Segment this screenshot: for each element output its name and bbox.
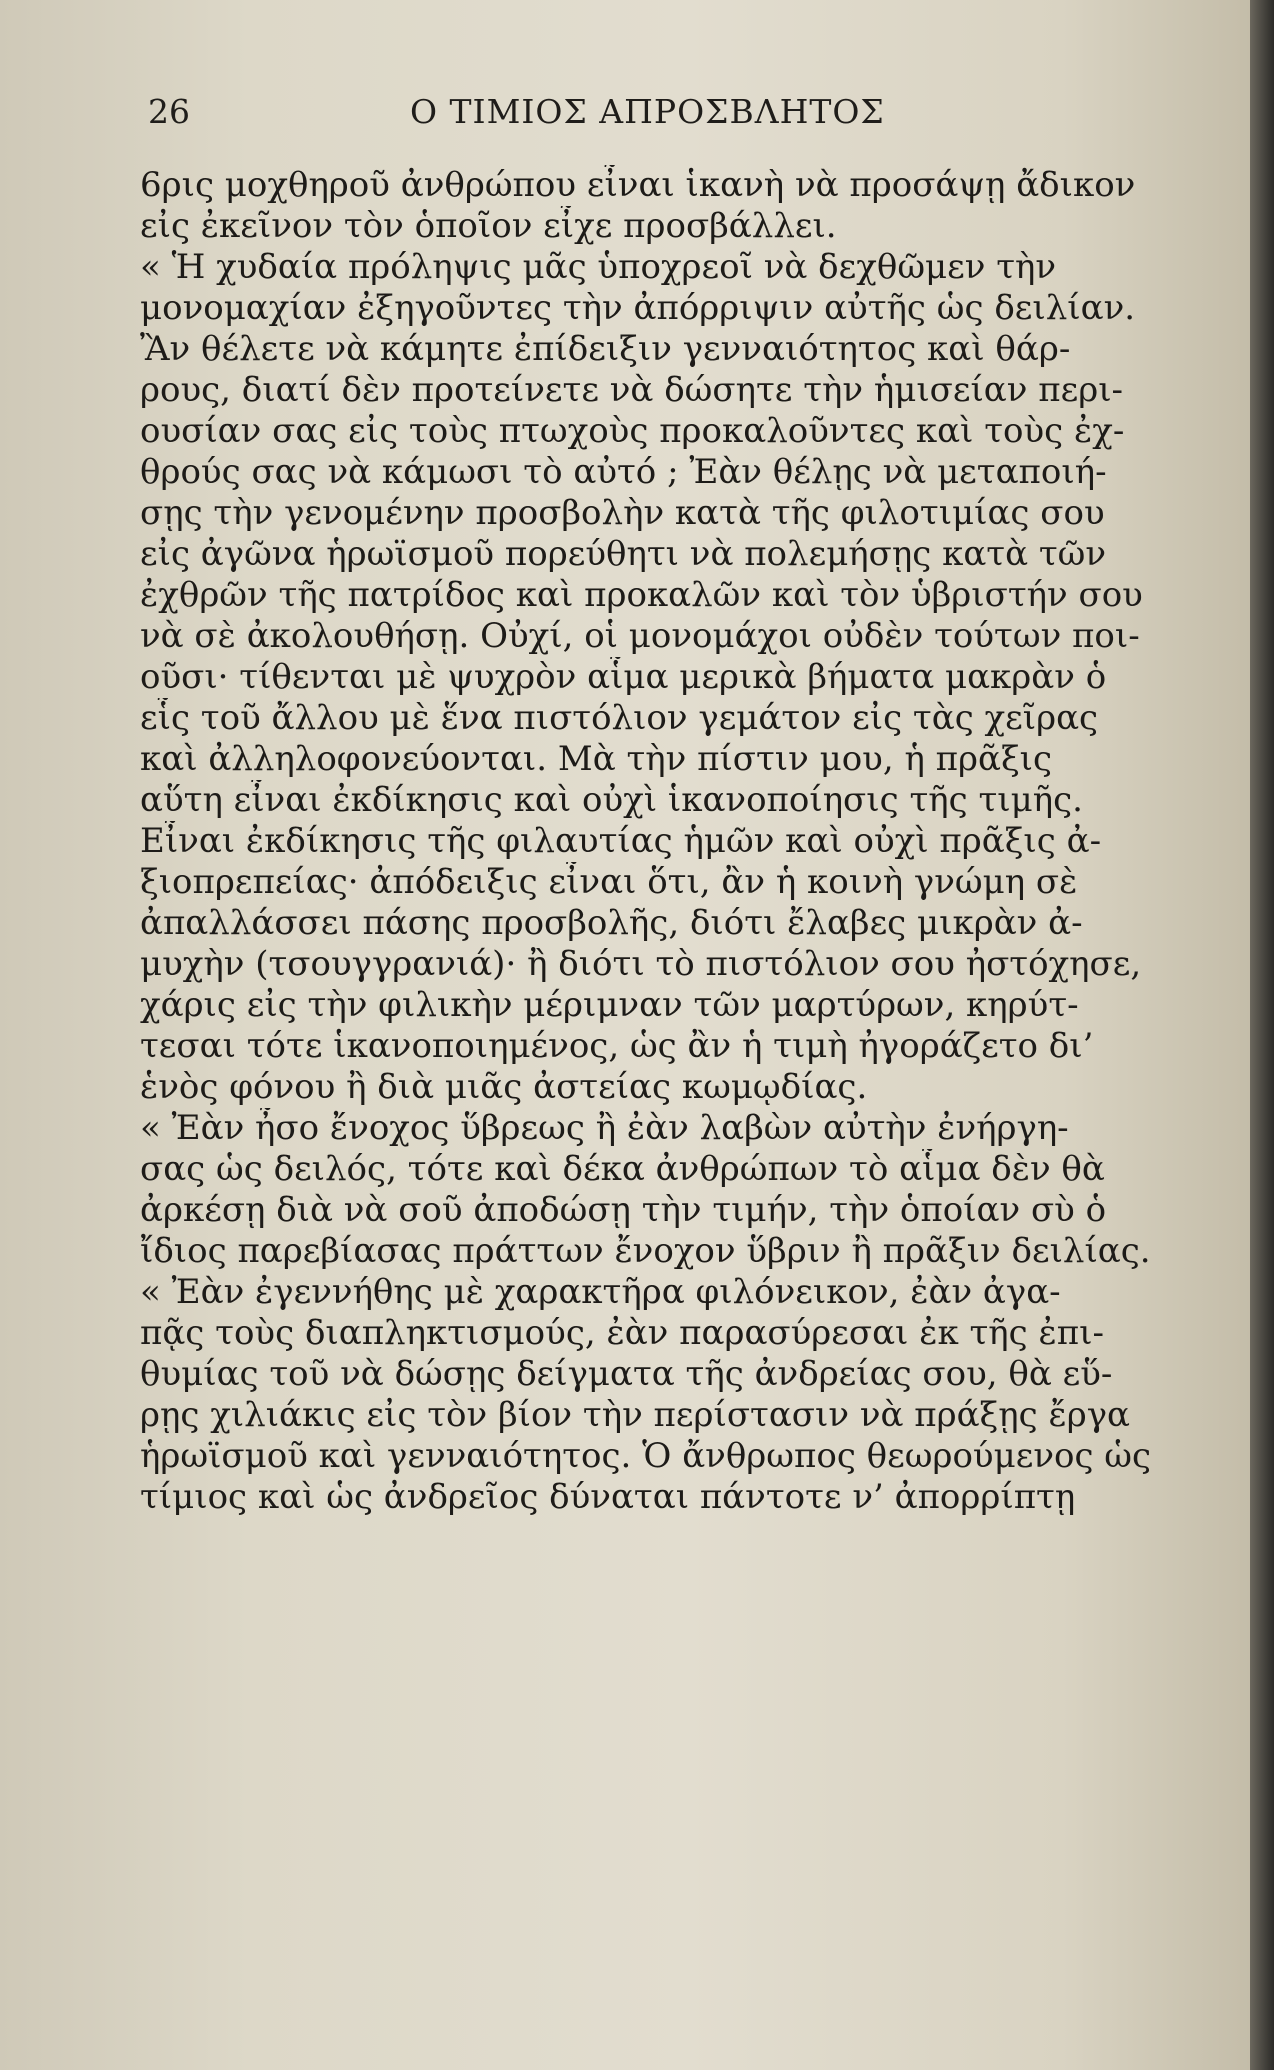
text-line: αὕτη εἶναι ἐκδίκησις καὶ οὐχὶ ἱκανοποίησις τῆς τιμῆς.	[140, 780, 1083, 820]
scan-edge-shadow	[1250, 0, 1274, 2070]
text-line: πᾷς τοὺς διαπληκτισμούς, ἐὰν παρασύρεσαι ἐκ τῆς ἐπι-	[140, 1313, 1104, 1353]
text-line: ἐχθρῶν τῆς πατρίδος καὶ προκαλῶν καὶ τὸν ὑβριστήν σου	[140, 575, 1143, 615]
text-line: ἀπαλλάσσει πάσης προσβολῆς, διότι ἔλαβες μικρὰν ἀ-	[140, 903, 1083, 943]
text-line: χάρις εἰς τὴν φιλικὴν μέριμναν τῶν μαρτύρων, κηρύτ-	[140, 985, 1079, 1025]
text-line: μυχὴν (τσουγγρανιά)· ἢ διότι τὸ πιστόλιον σου ἠστόχησε,	[140, 944, 1142, 984]
text-line: ρῃς χιλιάκις εἰς τὸν βίον τὴν περίστασιν νὰ πράξῃς ἔργα	[140, 1395, 1131, 1435]
text-line: σῃς τὴν γενομένην προσβολὴν κατὰ τῆς φιλοτιμίας σου	[140, 493, 1105, 533]
running-title: Ο ΤΙΜΙΟΣ ΑΠΡΟΣΒΛΗΤΟΣ	[410, 92, 885, 131]
text-line: θρούς σας νὰ κάμωσι τὸ αὐτό ; Ἐὰν θέλῃς νὰ μεταποιή-	[140, 452, 1107, 492]
text-line: οῦσι· τίθενται μὲ ψυχρὸν αἷμα μερικὰ βήματα μακρὰν ὁ	[140, 657, 1107, 697]
text-line: σας ὡς δειλός, τότε καὶ δέκα ἀνθρώπων τὸ αἷμα δὲν θὰ	[140, 1149, 1105, 1189]
text-line: ρους, διατί δὲν προτείνετε νὰ δώσητε τὴν ἡμισείαν περι-	[140, 370, 1124, 410]
text-line: ἀρκέσῃ διὰ νὰ σοῦ ἀποδώσῃ τὴν τιμήν, τὴν ὁποίαν σὺ ὁ	[140, 1190, 1107, 1230]
text-line: ἴδιος παρεβίασας πράττων ἔνοχον ὕβριν ἢ πρᾶξιν δειλίας.	[140, 1231, 1151, 1271]
text-line: εἰς ἀγῶνα ἡρωϊσμοῦ πορεύθητι νὰ πολεμήσῃς κατὰ τῶν	[140, 534, 1107, 574]
text-line: ξιοπρεπείας· ἀπόδειξις εἶναι ὅτι, ἂν ἡ κοινὴ γνώμη σὲ	[140, 862, 1078, 902]
running-head	[140, 92, 960, 132]
body-text	[140, 165, 1190, 1518]
text-line: μονομαχίαν ἐξηγοῦντες τὴν ἀπόρριψιν αὐτῆς ὡς δειλίαν.	[140, 288, 1136, 328]
text-line: Εἶναι ἐκδίκησις τῆς φιλαυτίας ἡμῶν καὶ οὐχὶ πρᾶξις ἀ-	[140, 821, 1102, 861]
page-number: 26	[148, 92, 190, 131]
text-line: « Ἐὰν ἐγεννήθης μὲ χαρακτῆρα φιλόνεικον, ἐὰν ἀγα-	[140, 1272, 1061, 1312]
text-line: θυμίας τοῦ νὰ δώσῃς δείγματα τῆς ἀνδρείας σου, θὰ εὕ-	[140, 1354, 1113, 1394]
text-line: ἡρωϊσμοῦ καὶ γενναιότητος. Ὁ ἄνθρωπος θεωρούμενος ὡς	[140, 1436, 1152, 1476]
text-line: εἷς τοῦ ἄλλου μὲ ἕνα πιστόλιον γεμάτον εἰς τὰς χεῖρας	[140, 698, 1099, 738]
text-line: τίμιος καὶ ὡς ἀνδρεῖος δύναται πάντοτε ν’ ἀπορρίπτῃ	[140, 1477, 1076, 1517]
text-line: τεσαι τότε ἱκανοποιημένος, ὡς ἂν ἡ τιμὴ ἠγοράζετο δι’	[140, 1026, 1094, 1066]
text-line: ουσίαν σας εἰς τοὺς πτωχοὺς προκαλοῦντες καὶ τοὺς ἐχ-	[140, 411, 1125, 451]
text-line: εἰς ἐκεῖνον τὸν ὁποῖον εἶχε προσβάλλει.	[140, 206, 837, 246]
text-line: καὶ ἀλληλοφονεύονται. Μὰ τὴν πίστιν μου, ἡ πρᾶξις	[140, 739, 1053, 779]
text-line: 6ρις μοχθηροῦ ἀνθρώπου εἶναι ἱκανὴ νὰ προσάψῃ ἄδικον	[140, 165, 1136, 205]
text-line: νὰ σὲ ἀκολουθήσῃ. Οὐχί, οἱ μονομάχοι οὐδὲν τούτων ποι-	[140, 616, 1140, 656]
text-line: Ἂν θέλετε νὰ κάμητε ἐπίδειξιν γενναιότητος καὶ θάρ-	[140, 329, 1071, 369]
text-line: ἑνὸς φόνου ἢ διὰ μιᾶς ἀστείας κωμῳδίας.	[140, 1067, 868, 1107]
text-line: « Ἐὰν ἦσο ἔνοχος ὕβρεως ἢ ἐὰν λαβὼν αὐτὴν ἐνήργη-	[140, 1108, 1069, 1148]
text-line: « Ἡ χυδαία πρόληψις μᾶς ὑποχρεοῖ νὰ δεχθῶμεν τὴν	[140, 247, 1057, 287]
